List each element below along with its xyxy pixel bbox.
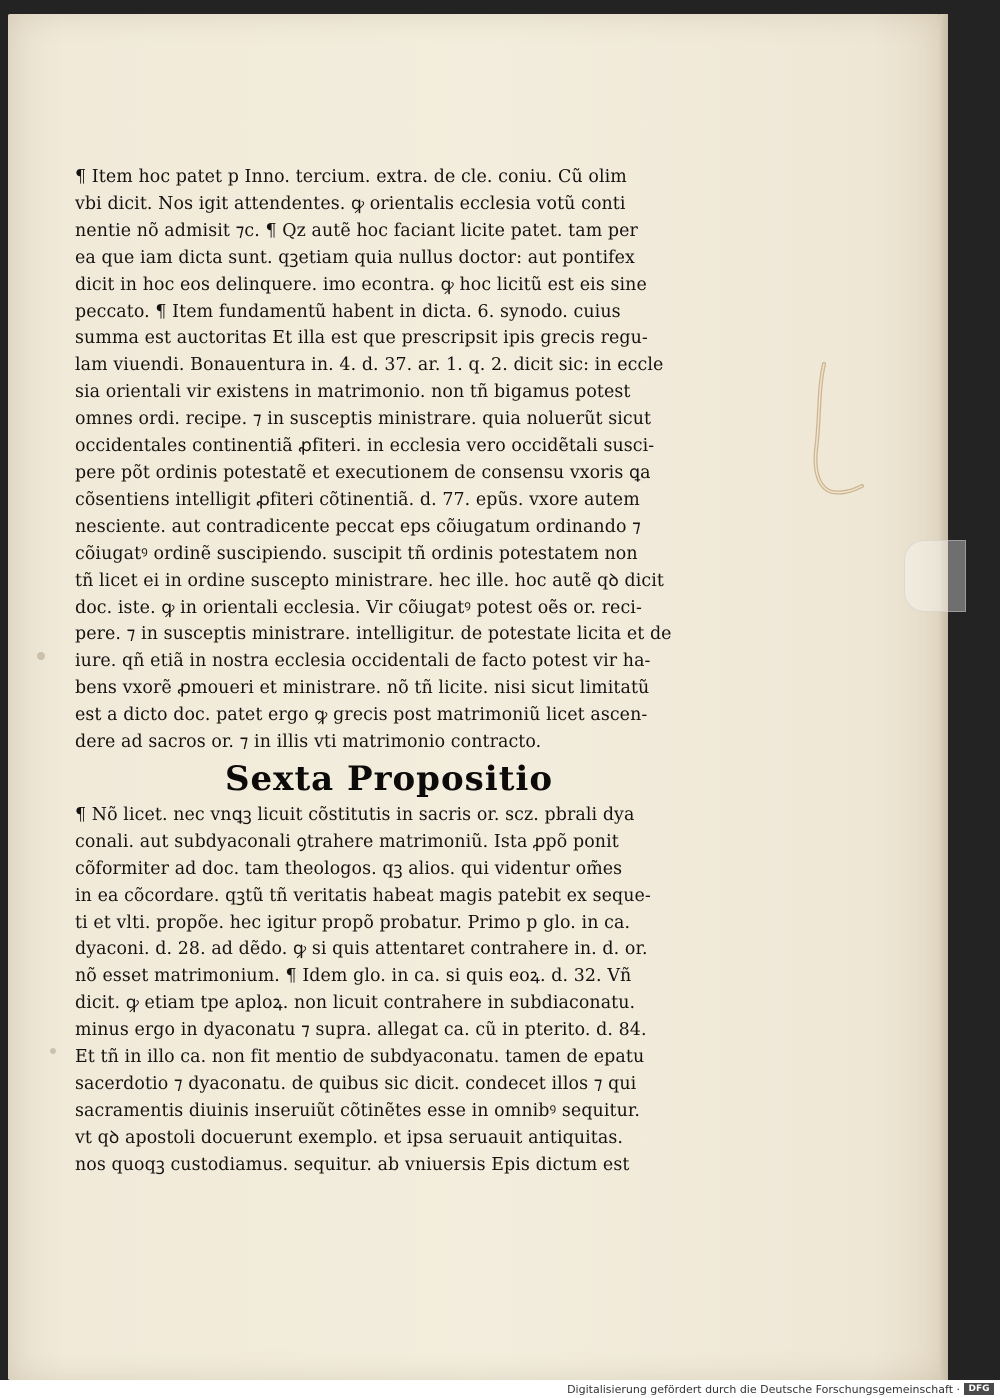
text-line: Et tñ in illo ca. non fit mentio de subdyaconatu. tamen de epatu [75,1047,645,1068]
footer-bar [0,1380,1000,1398]
dfg-logo: DFG [964,1383,994,1395]
page-edge [940,14,948,1380]
text-line: vbi dicit. Nos igit attendentes. ꝙ orientalis ecclesia votũ conti [75,193,626,214]
text-line: nesciente. aut contradicente peccat eps cõiugatum ordinando ⁊ [75,516,641,537]
paper-spot [50,1048,56,1054]
page-clip [904,540,966,612]
footer-credit: Digitalisierung gefördert durch die Deutsche Forschungsgemeinschaft · [567,1383,960,1396]
text-line: ti et vlti. propõe. hec igitur propõ probatur. Primo p glo. in ca. [75,912,631,933]
text-line: dere ad sacros or. ⁊ in illis vti matrimonio contracto. [75,732,542,753]
text-line: sia orientali vir existens in matrimonio. non tñ bigamus potest [75,382,631,403]
text-line: peccato. ¶ Item fundamentũ habent in dicta. 6. synodo. cuius [75,301,621,322]
text-line: sacerdotio ⁊ dyaconatu. de quibus sic dicit. condecet illos ⁊ qui [75,1074,637,1094]
text-line: dicit in hoc eos delinquere. imo econtra. ꝙ hoc licitũ est eis sine [75,274,647,295]
text-line: in ea cõcordare. qꝫtũ tñ veritatis habeat magis patebit ex seque- [75,885,651,906]
text-line: minus ergo in dyaconatu ⁊ supra. allegat ca. cũ in pterito. d. 84. [75,1020,647,1041]
text-line: summa est auctoritas Et illa est que prescripsit ipis grecis regu- [75,328,648,349]
main-text-block [75,164,685,1179]
text-line: nentie nõ admisit ⁊c. ¶ Qz autẽ hoc faciant licite patet. tam per [75,220,638,241]
text-line: conali. aut subdyaconali ꝯtrahere matrimoniũ. Ista ꝓpõ ponit [75,831,619,852]
text-line: pere põt ordinis potestatẽ et executionem de consensu vxoris ꝗa [75,462,651,483]
text-line: bens vxorẽ ꝓmoueri et ministrare. nõ tñ licite. nisi sicut limitatũ [75,678,650,699]
text-line: ¶ Item hoc patet p Inno. tercium. extra. de cle. coniu. Cũ olim [75,167,627,187]
worm-track-mark [808,360,868,500]
text-line: ea que iam dicta sunt. qꝫetiam quia nullus doctor: aut pontifex [75,247,635,268]
text-line: vt qꝺ apostoli docuerunt exemplo. et ipsa seruauit antiquitas. [75,1127,624,1148]
text-line: dyaconi. d. 28. ad dẽdo. ꝙ si quis attentaret contrahere in. d. or. [75,939,648,960]
text-line: est a dicto doc. patet ergo ꝙ grecis post matrimoniũ licet ascen- [75,705,648,726]
text-line: dicit. ꝙ etiam tpe aploꝝ. non licuit contrahere in subdiaconatu. [75,993,636,1014]
text-line: cõsentiens intelligit ꝓfiteri cõtinentiã. d. 77. epũs. vxore autem [75,489,640,510]
paper-spot [37,652,45,660]
text-line: omnes ordi. recipe. ⁊ in susceptis ministrare. quia noluerũt sicut [75,409,652,430]
text-line: sacramentis diuinis inseruiũt cõtinẽtes esse in omnibꝰ sequitur. [75,1100,641,1121]
text-line: occidentales continentiã ꝓfiteri. in ecclesia vero occidẽtali susci- [75,436,655,457]
section-heading: Sexta Propositio [225,758,553,799]
text-line: nõ esset matrimonium. ¶ Idem glo. in ca. si quis eoꝝ. d. 32. Vñ [75,966,632,987]
text-line: pere. ⁊ in susceptis ministrare. intelligitur. de potestate licita et de [75,624,672,645]
text-line: iure. qñ etiã in nostra ecclesia occidentali de facto potest vir ha- [75,651,651,672]
text-line: nos quoqꝫ custodiamus. sequitur. ab vniuersis Epis dictum est [75,1154,630,1175]
text-line: lam viuendi. Bonauentura in. 4. d. 37. ar. 1. q. 2. dicit sic: in eccle [75,355,664,376]
text-line: ¶ Nõ licet. nec vnꝗꝫ licuit cõstitutis in sacris or. scz. pbrali dya [75,804,635,825]
text-line: cõformiter ad doc. tam theologos. qꝫ alios. qui videntur om̃es [75,858,623,879]
text-line: cõiugatꝰ ordinẽ suscipiendo. suscipit tñ ordinis potestatem non [75,543,638,564]
text-line: tñ licet ei in ordine suscepto ministrare. hec ille. hoc autẽ qꝺ dicit [75,570,664,591]
text-line: doc. iste. ꝙ in orientali ecclesia. Vir cõiugatꝰ potest oẽs or. reci- [75,597,642,618]
